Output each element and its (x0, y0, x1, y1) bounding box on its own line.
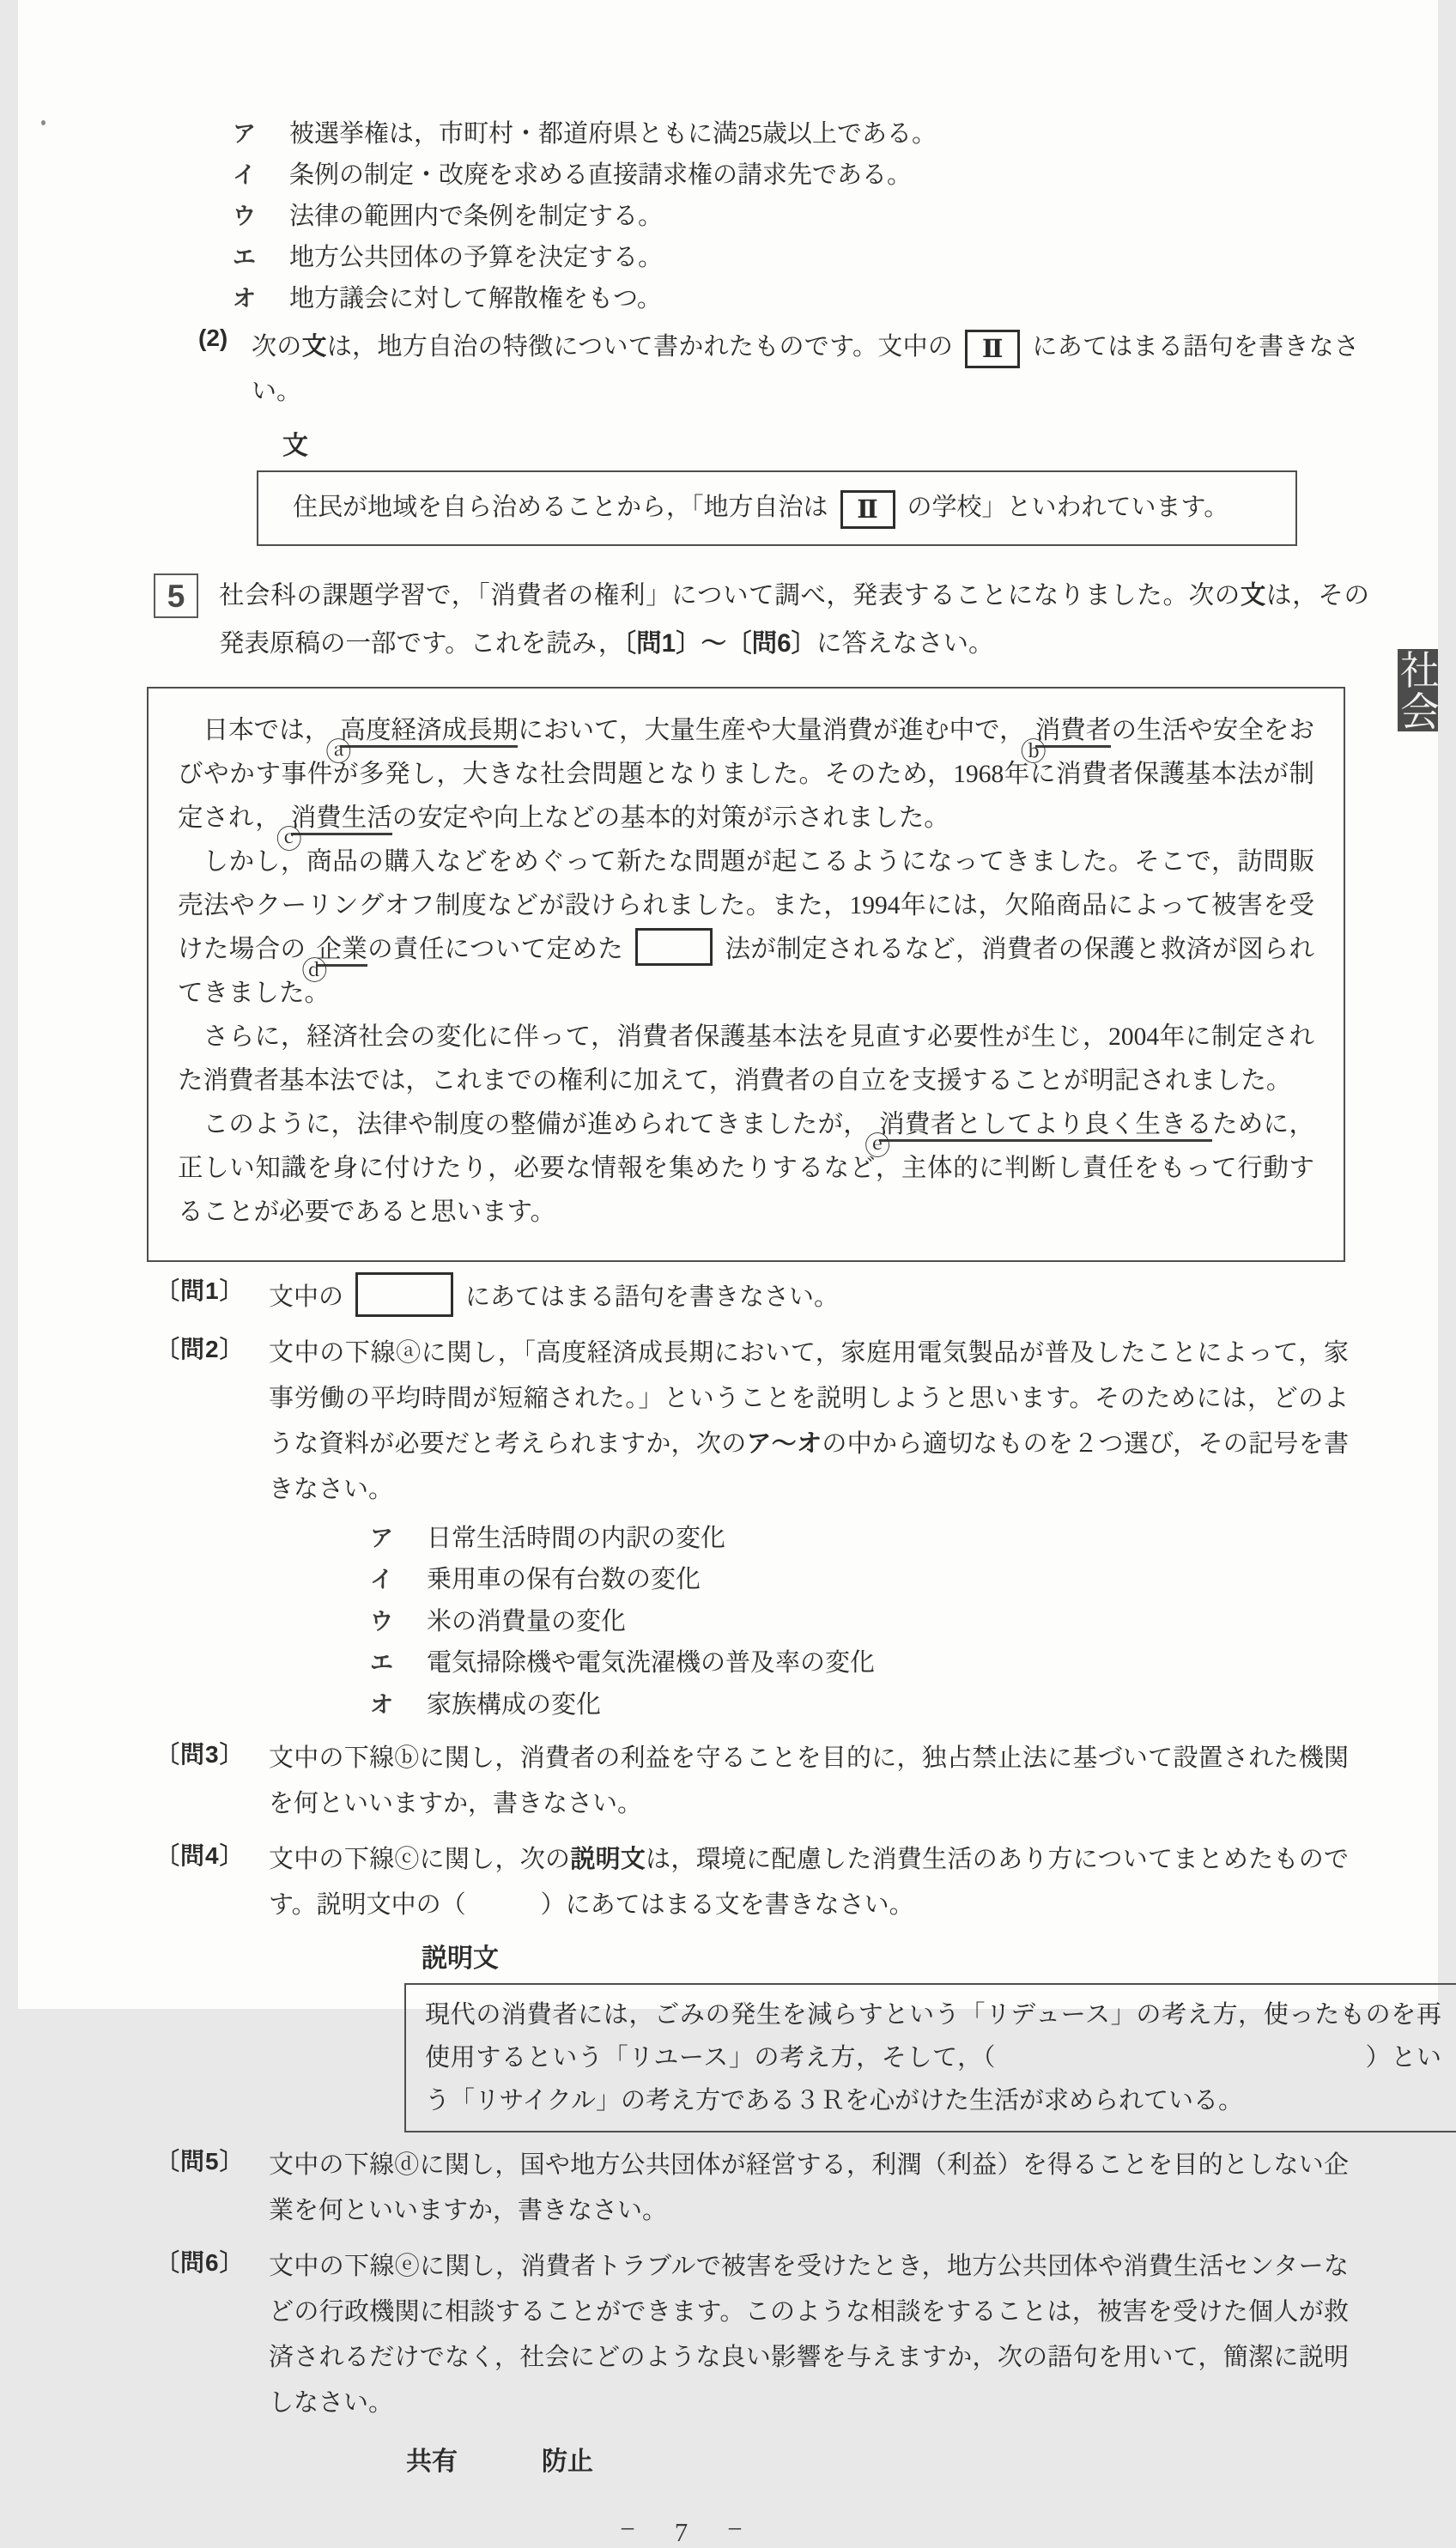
annotation-b (1020, 716, 1112, 767)
top-option-list (233, 0, 1438, 319)
list-item (233, 113, 1438, 155)
text-segment: の中から適切なものを２つ選び，その記号を書きなさい。 (269, 1429, 1349, 1503)
option-text: 地方議会に対して解散権をもつ。 (289, 285, 662, 312)
passage-paragraph (178, 840, 1314, 1016)
text-segment: 社会科の課題学習で，「消費者の権利」について調べ，発表することになりました。次の (219, 581, 1241, 610)
text-segment: 住民が地域を自ら治めることから，「地方自治は (293, 494, 828, 521)
list-item (233, 237, 1438, 278)
roman-numeral-box: Ⅱ (840, 490, 895, 529)
option-text: 地方公共団体の予算を決定する。 (289, 244, 664, 271)
question-label: 〔問4〕 (155, 1842, 245, 1870)
page-number: 7 (674, 2517, 689, 2548)
list-item (370, 1684, 1438, 1726)
question-label: 〔問2〕 (155, 1335, 245, 1362)
question-3 (155, 1736, 1438, 1827)
question-label: 〔問3〕 (155, 1741, 245, 1768)
section-5-header (154, 572, 1438, 668)
annotation-e (864, 1110, 1212, 1161)
question-1 (155, 1272, 1438, 1320)
section-number-box: 5 (154, 573, 198, 618)
underlined-text-c: 消費生活 (291, 804, 392, 835)
circled-e-marker: ⓔ (864, 1131, 891, 1161)
list-item (233, 196, 1438, 237)
text-segment: は，その発表原稿の一部です。これを読み， (219, 581, 1369, 658)
option-text: 被選挙権は，市町村・都道府県ともに満25歳以上である。 (289, 120, 937, 148)
passage-box (147, 687, 1345, 1262)
annotation-c (276, 804, 392, 854)
question-text (269, 1837, 1349, 1928)
circled-d-marker: ⓓ (301, 956, 328, 986)
roman-numeral-box: Ⅱ (965, 330, 1020, 368)
exam-page (18, 0, 1441, 2548)
option-marker: イ (370, 1567, 393, 1593)
question-5 (155, 2143, 1438, 2234)
text-segment: は，環境に配慮した消費生活のあり方についてまとめたものです。説明文中の（ ）にあてはまる文を書きなさい。 (269, 1846, 1349, 1920)
text-segment: にあてはまる語句を書きなさい。 (252, 333, 1359, 405)
question-text: 文中の下線ⓔに関し，消費者トラブルで被害を受けたとき，地方公共団体や消費生活センターなどの行政機関に相談することができます。このような相談をすることは，被害を受けた個人が救済されるだけでなく，社会にどのような良い影響を与えますか，次の語句を用いて，簡潔に説明しなさい。 (269, 2253, 1349, 2418)
question-text: 文中の下線ⓓに関し，国や地方公共団体が経営する，利潤（利益）を得ることを目的としない企業を何といいますか，書きなさい。 (269, 2151, 1349, 2225)
bold-option-range: ア～オ (746, 1429, 822, 1458)
text-segment: 文中の下線ⓒに関し，次の (269, 1846, 571, 1874)
list-item (370, 1518, 1438, 1560)
questions-area (155, 1272, 1441, 2478)
text-segment: の安定や向上などの基本的対策が示されました。 (391, 804, 949, 832)
text-segment: において，大量生産や大量消費が進む中で， (518, 716, 1025, 744)
setsumeibun-label: 説明文 (422, 1944, 499, 1974)
section-intro (219, 572, 1369, 668)
question-2 (155, 1331, 1438, 1513)
text-segment: は，地方自治の特徴について書かれたものです。文中の (326, 333, 954, 361)
text-segment: 現代の消費者には，ごみの発生を減らすという「リデュース」の考え方，使ったものを再使用するという「リユース」の考え方，そして，（ (425, 2001, 1441, 2072)
subquestion-label: (2) (198, 325, 228, 351)
text-segment: の学校」といわれています。 (907, 494, 1229, 521)
question-2-options (370, 1518, 1438, 1726)
question-label: 〔問6〕 (155, 2249, 245, 2277)
text-segment: の生活や安全をおびやかす事件が多発し，大きな社会問題となりました。そのため，1968年に消費者保護基本法が制定され， (178, 716, 1314, 832)
option-marker: オ (370, 1691, 393, 1718)
option-text: 乗用車の保有台数の変化 (427, 1566, 701, 1594)
option-marker: ウ (370, 1608, 393, 1635)
option-text: 電気掃除機や電気洗濯機の普及率の変化 (427, 1649, 876, 1677)
underlined-text-b: 消費者 (1035, 717, 1112, 748)
keyword-term: 共有 (406, 2448, 458, 2477)
option-marker: ウ (233, 203, 256, 229)
footer-dash: − (620, 2514, 635, 2545)
option-text: 日常生活時間の内訳の変化 (427, 1524, 726, 1552)
underlined-text-e: 消費者としてより良く生きる (879, 1111, 1212, 1142)
text-segment: さらに，経済社会の変化に伴って，消費者保護基本法を見直す必要性が生じ，2004年に制定された消費者基本法では，これまでの権利に加えて，消費者の自立を支援することが明記されました。 (178, 1022, 1314, 1095)
subject-tab-shakai: 社会 (1398, 649, 1438, 731)
option-text: 米の消費量の変化 (427, 1607, 627, 1635)
annotation-a (325, 716, 519, 767)
circled-c-marker: ⓒ (276, 825, 302, 854)
annotation-d (301, 935, 368, 986)
option-marker: ア (370, 1525, 393, 1551)
passage-paragraph (178, 709, 1314, 854)
question-6 (155, 2244, 1438, 2426)
subquestion-2 (198, 325, 1438, 414)
scan-speck (41, 120, 46, 125)
list-item (370, 1559, 1438, 1601)
keyword-term: 防止 (542, 2448, 593, 2477)
list-item (370, 1601, 1438, 1643)
option-marker: ア (233, 121, 256, 147)
option-marker: エ (233, 245, 256, 270)
circled-a-marker: ⓐ (325, 737, 352, 767)
setsumeibun-box (404, 1983, 1456, 2132)
text-segment: 文中の (269, 1283, 344, 1311)
question-4 (155, 1837, 1438, 1928)
text-segment: ために，正しい知識を身に付けたり，必要な情報を集めたりするなど，主体的に判断し責任をもって行動することが必要であると思います。 (178, 1110, 1314, 1226)
blank-box (635, 928, 713, 966)
text-segment: 法が制定されるなど，消費者の保護と救済が図られてきました。 (178, 935, 1314, 1007)
passage-paragraph (178, 1103, 1314, 1235)
text-segment: にあてはまる語句を書きなさい。 (465, 1283, 840, 1311)
blank-box (355, 1272, 453, 1317)
question-text (269, 1331, 1349, 1513)
text-segment: ）という「リサイクル」の考え方である３Ｒを心がけた生活が求められている。 (425, 2044, 1441, 2115)
text-segment: 日本では， (203, 716, 331, 744)
option-marker: オ (233, 286, 256, 312)
option-marker: イ (233, 162, 256, 188)
question-label: 〔問5〕 (155, 2148, 245, 2175)
question-text (269, 1272, 1349, 1320)
bold-bun: 文 (1240, 580, 1267, 610)
option-text: 条例の制定・改廃を求める直接請求権の請求先である。 (289, 161, 913, 189)
question-label: 〔問1〕 (155, 1277, 245, 1304)
passage-paragraph (178, 1016, 1314, 1103)
text-segment: 次の (252, 333, 302, 361)
option-text: 法律の範囲内で条例を制定する。 (289, 203, 664, 230)
text-segment: このように，法律や制度の整備が進められてきましたが， (203, 1110, 870, 1138)
list-item (370, 1642, 1438, 1684)
bun-box-label: 文 (282, 432, 308, 460)
footer-dash: − (727, 2514, 743, 2545)
bold-question-range: 〔問1〕～〔問6〕 (623, 628, 816, 658)
underlined-text-a: 高度経済成長期 (340, 717, 518, 748)
page-footer (18, 2514, 1344, 2548)
text-segment: しかし，商品の購入などをめぐって新たな問題が起こるようになってきました。そこで，訪問販売法やクーリングオフ制度などが設けられました。また，1994年には，欠陥商品によって被害を受けた場合の (178, 847, 1314, 963)
bold-bun: 文 (301, 333, 327, 361)
keyword-terms (406, 2440, 1438, 2478)
list-item (233, 278, 1438, 319)
option-text: 家族構成の変化 (427, 1690, 602, 1719)
underlined-text-d: 企業 (316, 936, 367, 967)
text-segment: 文中の下線ⓐに関し，「高度経済成長期において，家庭用電気製品が普及したことによって，家事労働の平均時間が短縮された。」ということを説明しようと思います。そのためには，どのような資料が必要だと考えられますか，次の (269, 1338, 1349, 1458)
bun-quote-box (257, 470, 1297, 546)
text-segment: の責任について定めた (367, 935, 624, 963)
bold-setsumeibun: 説明文 (570, 1846, 646, 1874)
option-marker: エ (370, 1650, 393, 1677)
text-segment: に答えなさい。 (816, 629, 994, 658)
circled-b-marker: ⓑ (1020, 737, 1046, 767)
question-text: 文中の下線ⓑに関し，消費者の利益を守ることを目的に，独占禁止法に基づいて設置された機関を何といいますか，書きなさい。 (269, 1744, 1349, 1818)
list-item (233, 155, 1438, 196)
subquestion-text (252, 325, 1359, 414)
